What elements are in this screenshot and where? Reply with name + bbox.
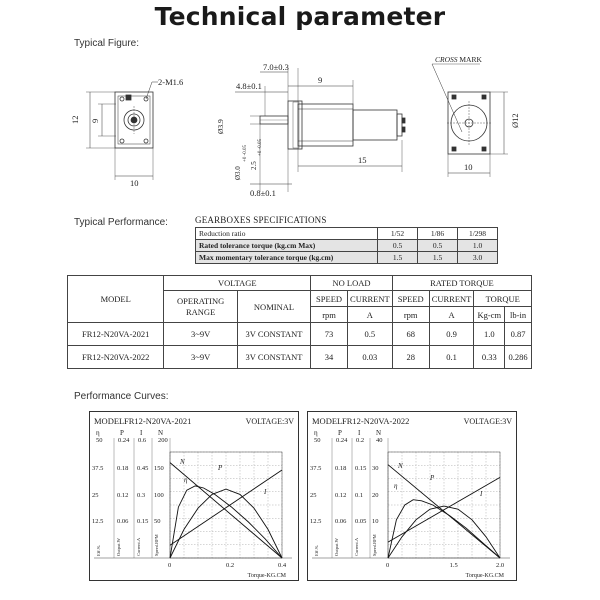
- cross-mark-italic: CROSS: [435, 55, 458, 64]
- y-tick-p: 0.18: [117, 465, 129, 472]
- y-tick-i: 0.6: [138, 437, 147, 444]
- gearbox-row: [196, 240, 498, 252]
- y-tick-eta: 25: [92, 492, 99, 499]
- y-title: Output.W: [116, 538, 121, 556]
- curve-label: I: [480, 490, 483, 498]
- y-tick-i: 0.15: [137, 518, 149, 525]
- curve-label: η: [184, 476, 188, 484]
- gearbox-cell: Max momentary tolerance torque (kg.cm): [196, 252, 378, 264]
- chart-model-prefix: MODEL:: [312, 416, 345, 426]
- axis-letter: I: [358, 429, 361, 437]
- y-tick-p: 0.12: [335, 492, 347, 499]
- cell-lbin: 0.87: [505, 323, 532, 346]
- y-tick-eta: 50: [96, 437, 103, 444]
- dim-flat: 0.8±0.1: [250, 188, 276, 198]
- header-voltage: VOLTAGE: [164, 276, 311, 291]
- gearbox-cell: 1.5: [378, 252, 418, 264]
- gearbox-cell: 0.5: [378, 240, 418, 252]
- gearbox-cell: Rated tolerance torque (kg.cm Max): [196, 240, 378, 252]
- y-title: Output.W: [334, 538, 339, 556]
- header-rt-current: CURRENT: [429, 291, 474, 307]
- typical-performance-label: Typical Performance:: [74, 217, 168, 228]
- chart-model: FR12-N20VA-2022: [342, 416, 410, 426]
- performance-chart-2022: [307, 411, 517, 581]
- gearbox-table: [195, 227, 498, 264]
- dim-gear-len: 9: [318, 75, 323, 85]
- dim-offset: 4.8±0.1: [236, 81, 262, 91]
- y-title: Speed.RPM: [372, 534, 377, 556]
- cell-nominal: 3V CONSTANT: [237, 323, 310, 346]
- x-tick: 0: [386, 562, 390, 569]
- cell-lbin: 0.286: [505, 346, 532, 369]
- gearbox-cell: 1/52: [378, 228, 418, 240]
- chart-voltage: VOLTAGE:3V: [245, 417, 294, 426]
- y-tick-eta: 50: [314, 437, 321, 444]
- x-tick: 0.2: [226, 562, 235, 569]
- y-tick-eta: 12.5: [310, 518, 322, 525]
- cell-nl-speed: 73: [311, 323, 348, 346]
- gearbox-cell: 1/298: [458, 228, 498, 240]
- curve-label: I: [264, 488, 267, 496]
- curve-label: N: [398, 462, 403, 470]
- header-rated-torque: RATED TORQUE: [392, 276, 531, 291]
- cell-rt-speed: 68: [392, 323, 429, 346]
- y-title: Current.A: [136, 537, 141, 556]
- unit-kgcm: Kg-cm: [474, 307, 505, 323]
- page-title: Technical parameter: [154, 2, 446, 31]
- header-operating-range: OPERATING RANGE: [164, 291, 237, 323]
- cell-nominal: 3V CONSTANT: [237, 346, 310, 369]
- performance-chart-2021: [89, 411, 299, 581]
- y-title: Current.A: [354, 537, 359, 556]
- dim-rear-w: 10: [464, 162, 473, 172]
- axis-letter: I: [140, 429, 143, 437]
- dim-tol-b: +0 -0.05: [258, 139, 263, 156]
- cell-kgcm: 1.0: [474, 323, 505, 346]
- header-nl-current: CURRENT: [347, 291, 392, 307]
- y-tick-eta: 37.5: [310, 465, 322, 472]
- x-label: Torque-KG.CM: [465, 573, 504, 579]
- axis-letter: η: [96, 429, 100, 437]
- cell-nl-current: 0.5: [347, 323, 392, 346]
- axis-letter: P: [338, 429, 342, 437]
- header-torque: TORQUE: [474, 291, 532, 307]
- gearbox-cell: 1.0: [458, 240, 498, 252]
- y-tick-n: 50: [154, 518, 161, 525]
- curve-label: N: [180, 458, 185, 466]
- header-nominal: NOMINAL: [237, 291, 310, 323]
- curve-label: P: [430, 474, 435, 482]
- y-tick-n: 100: [154, 492, 164, 499]
- dim-dia-25: 2.5: [250, 161, 258, 170]
- gearbox-row: [196, 228, 498, 240]
- y-tick-i: 0.15: [355, 465, 367, 472]
- y-tick-p: 0.06: [117, 518, 129, 525]
- y-tick-p: 0.06: [335, 518, 347, 525]
- gearbox-title: GEARBOXES SPECIFICATIONS: [195, 215, 327, 225]
- gearbox-cell: 1/86: [418, 228, 458, 240]
- series-line-P: [170, 489, 282, 558]
- y-tick-n: 20: [372, 492, 379, 499]
- axis-letter: η: [314, 429, 318, 437]
- dim-dia-3: Ø3.0: [234, 166, 242, 180]
- y-tick-i: 0.3: [137, 492, 146, 499]
- y-tick-i: 0.05: [355, 518, 367, 525]
- gearbox-cell: 1.5: [418, 252, 458, 264]
- dim-front-w: 10: [130, 178, 139, 188]
- front-view: [86, 82, 158, 180]
- y-tick-n: 30: [372, 465, 379, 472]
- y-tick-eta: 37.5: [92, 465, 104, 472]
- y-tick-i: 0.1: [355, 492, 364, 499]
- y-tick-p: 0.24: [118, 437, 130, 444]
- header-rt-speed: SPEED: [392, 291, 429, 307]
- y-tick-i: 0.2: [356, 437, 365, 444]
- series-line-N: [388, 465, 500, 558]
- cell-model: FR12-N20VA-2021: [68, 323, 164, 346]
- y-tick-p: 0.12: [117, 492, 129, 499]
- x-tick: 0.4: [278, 562, 287, 569]
- y-tick-p: 0.24: [336, 437, 348, 444]
- y-tick-n: 10: [372, 518, 379, 525]
- y-title: Speed.RPM: [154, 534, 159, 556]
- dim-rear-dia: Ø12: [510, 113, 520, 128]
- x-tick: 2.0: [496, 562, 505, 569]
- unit-amp: A: [429, 307, 474, 323]
- cell-range: 3~9V: [164, 323, 237, 346]
- unit-lbin: lb-in: [505, 307, 532, 323]
- unit-rpm: rpm: [392, 307, 429, 323]
- curve-label: η: [394, 482, 398, 490]
- axis-letter: N: [158, 429, 164, 437]
- y-tick-i: 0.45: [137, 465, 149, 472]
- technical-drawing: [60, 52, 550, 200]
- y-tick-n: 200: [158, 437, 168, 444]
- gearbox-cell: 3.0: [458, 252, 498, 264]
- chart-voltage: VOLTAGE:3V: [463, 417, 512, 426]
- table-row: [68, 323, 532, 346]
- gearbox-cell: Reduction ratio: [196, 228, 378, 240]
- dim-shaft-len: 7.0±0.3: [263, 62, 289, 72]
- axis-letter: P: [120, 429, 124, 437]
- axis-letter: N: [376, 429, 382, 437]
- series-line-I: [388, 477, 500, 542]
- header-model: MODEL: [68, 276, 164, 323]
- performance-curves-label: Performance Curves:: [74, 391, 169, 402]
- x-label: Torque-KG.CM: [247, 573, 286, 579]
- cell-model: FR12-N20VA-2022: [68, 346, 164, 369]
- dim-front-h: 12: [70, 115, 80, 124]
- dim-front-inner: 9: [90, 118, 100, 123]
- cell-nl-speed: 34: [311, 346, 348, 369]
- gearbox-row: [196, 252, 498, 264]
- y-tick-eta: 25: [310, 492, 317, 499]
- dim-tol-a: +0 -0.05: [243, 145, 248, 162]
- chart-model: FR12-N20VA-2021: [124, 416, 192, 426]
- cell-rt-current: 0.9: [429, 323, 474, 346]
- y-tick-n: 40: [376, 437, 383, 444]
- unit-rpm: rpm: [311, 307, 348, 323]
- header-nl-speed: SPEED: [311, 291, 348, 307]
- gearbox-cell: 0.5: [418, 240, 458, 252]
- curve-label: P: [218, 464, 223, 472]
- svg-text:CROSS MARK: [435, 55, 482, 64]
- y-tick-n: 150: [154, 465, 164, 472]
- x-tick: 0: [168, 562, 172, 569]
- unit-amp: A: [347, 307, 392, 323]
- cross-mark-text: MARK: [457, 55, 482, 64]
- cell-kgcm: 0.33: [474, 346, 505, 369]
- header-no-load: NO LOAD: [311, 276, 393, 291]
- cell-rt-current: 0.1: [429, 346, 474, 369]
- cell-range: 3~9V: [164, 346, 237, 369]
- y-title: Eff.%: [96, 545, 101, 556]
- y-title: Eff.%: [314, 545, 319, 556]
- cell-nl-current: 0.03: [347, 346, 392, 369]
- dim-dia-shaft: Ø3.9: [216, 119, 225, 134]
- dim-hole: 2-M1.6: [158, 77, 184, 87]
- x-tick: 1.5: [449, 562, 458, 569]
- dim-motor-len: 15: [358, 155, 367, 165]
- cell-rt-speed: 28: [392, 346, 429, 369]
- table-row: [68, 346, 532, 369]
- chart-model-prefix: MODEL:: [94, 416, 127, 426]
- y-tick-p: 0.18: [335, 465, 347, 472]
- rear-view: [432, 64, 508, 177]
- typical-figure-label: Typical Figure:: [74, 38, 140, 49]
- motor-spec-table: [67, 275, 532, 369]
- y-tick-eta: 12.5: [92, 518, 104, 525]
